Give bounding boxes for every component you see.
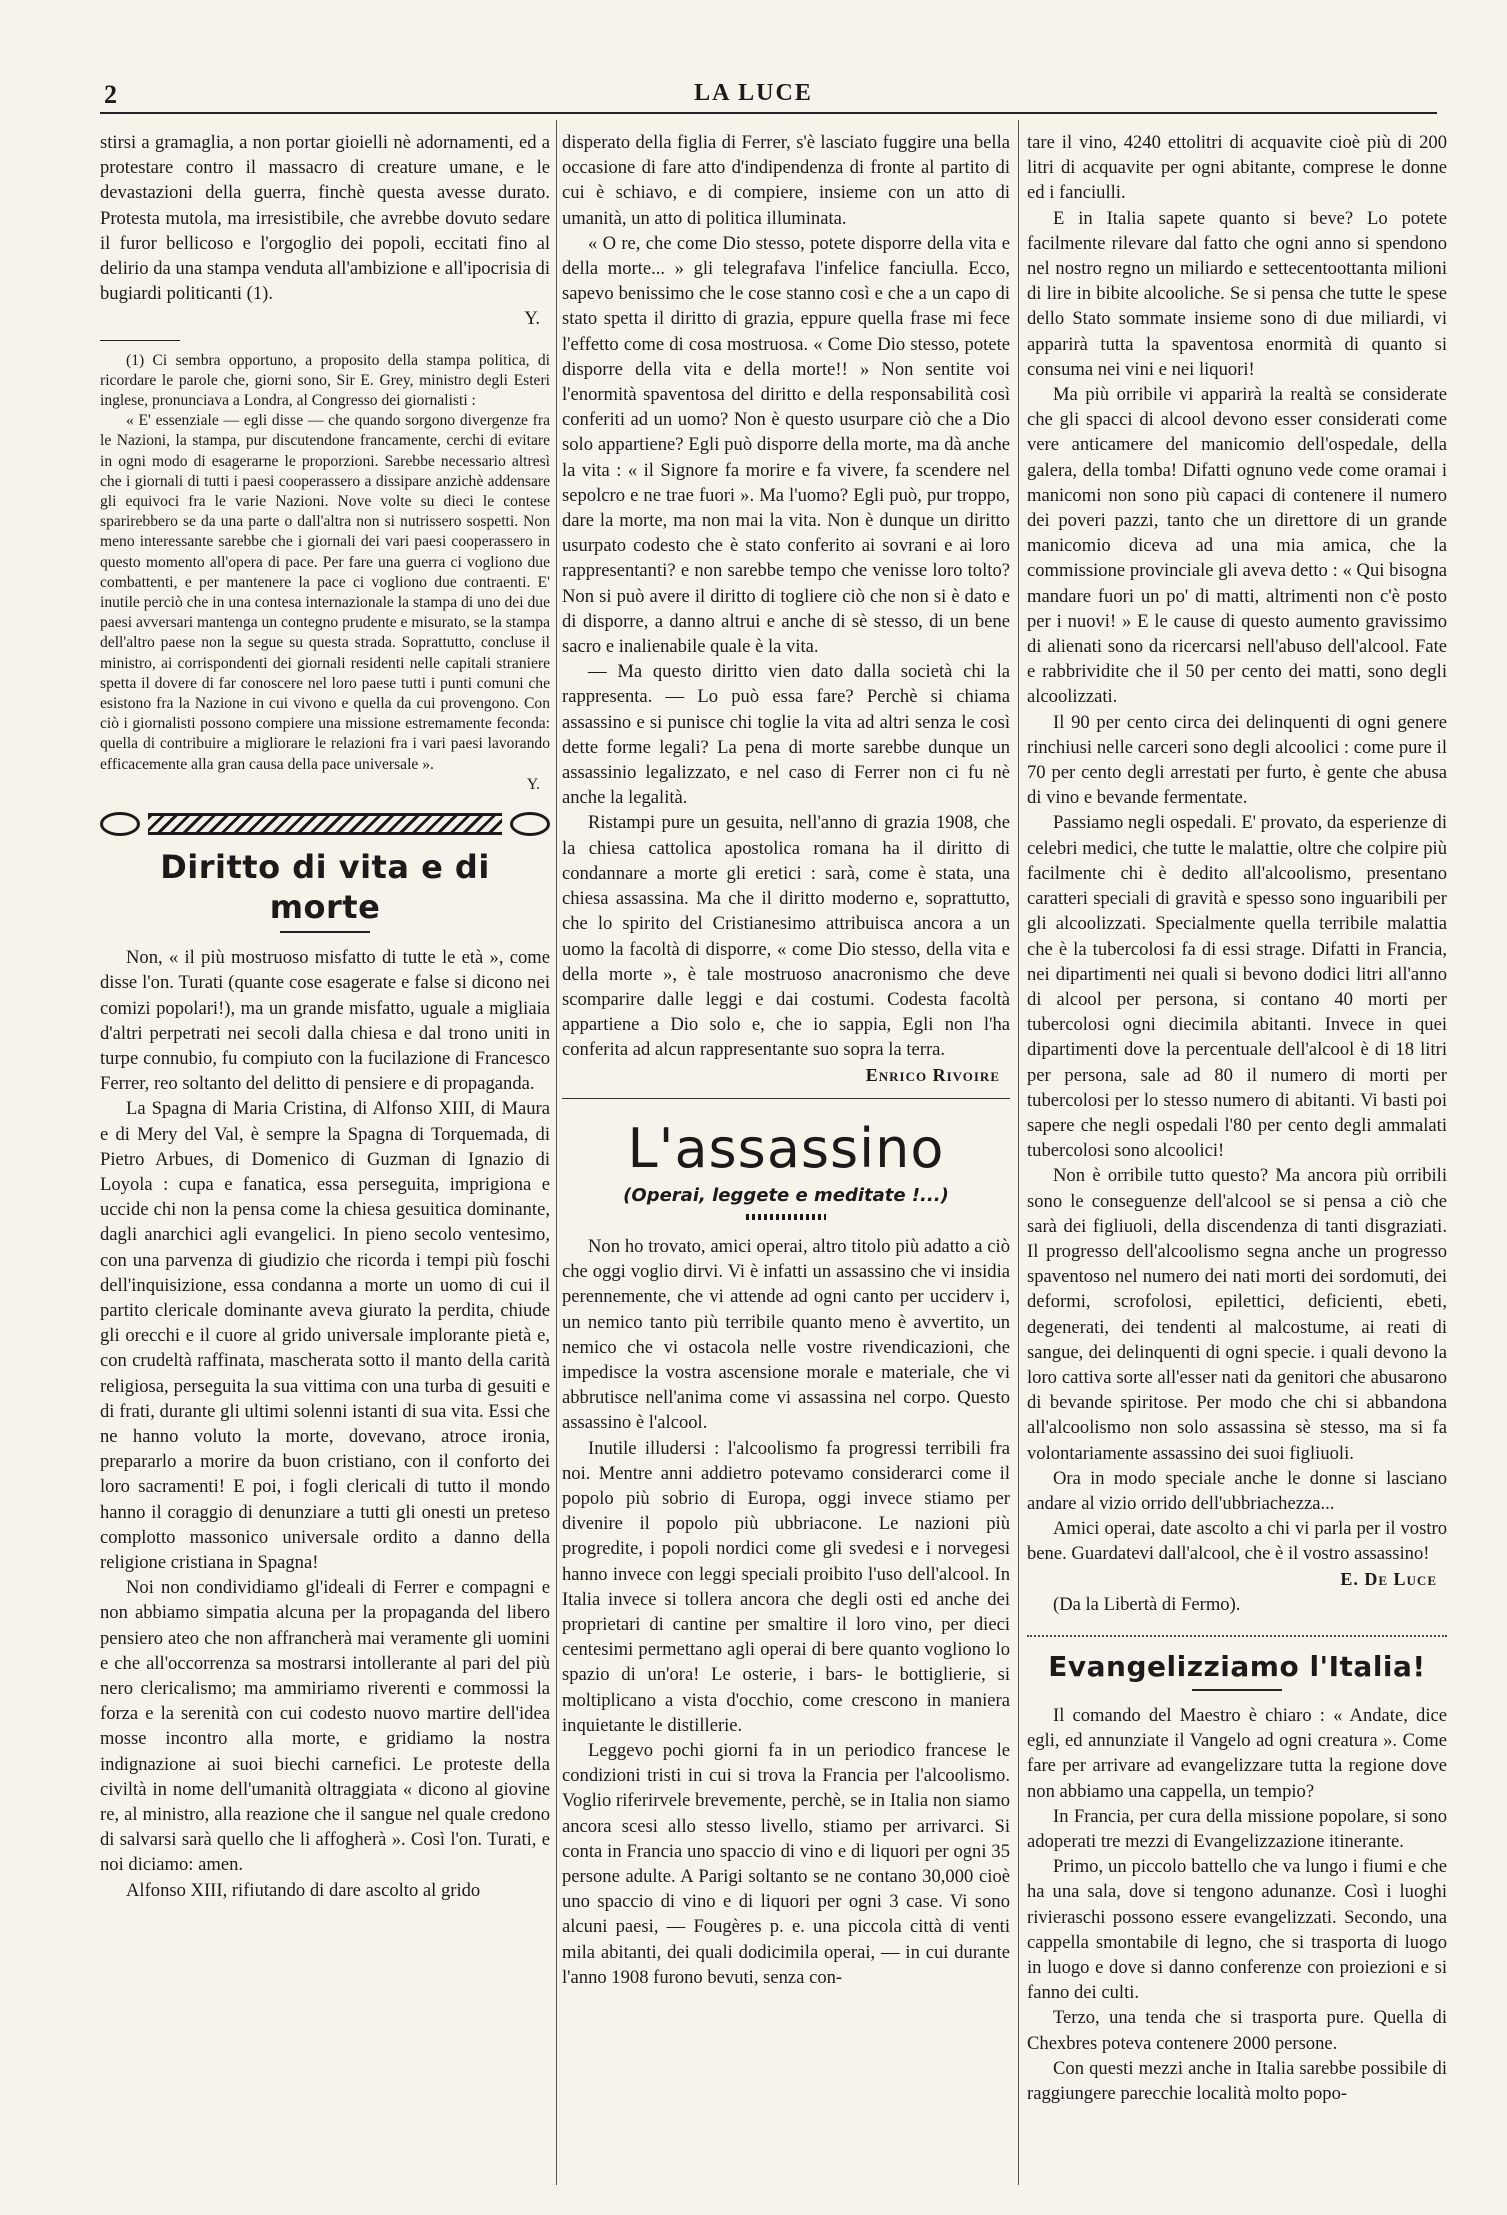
article-title: Evangelizziamo l'Italia! (1048, 1649, 1426, 1683)
article-paragraph: disperato della figlia di Ferrer, s'è lasciato fuggire una bella occasione di fare atto d'indipendenza di fronte al partito di cui è schiavo, e di compiere, insieme con un atto di umanità, un atto di politica illuminata. (562, 132, 1010, 229)
footnote (100, 351, 550, 795)
article-paragraph: Amici operai, date ascolto a chi vi parla per il vostro bene. Guardatevi dall'alcool, che è il vostro assassino! (1027, 1518, 1447, 1565)
article-paragraph: — Ma questo diritto vien dato dalla società chi la rappresenta. — Lo può essa fare? Perchè si chiama assassino e si punisce chi toglie la vita ad altri senza le così dette forme legali? La pena di morte sarebbe dunque un assassinio legalizzato, e nel caso di Ferrer non ci fu nè anche la legalità. (562, 661, 1010, 809)
footnote-rule (100, 340, 180, 341)
column-divider-2 (1018, 120, 1019, 2185)
intro-signature: Y. (524, 308, 540, 330)
article-title: L'assassino (627, 1116, 945, 1180)
scroll-ornament-icon (100, 812, 140, 836)
column-2 (562, 130, 1010, 2185)
footnote-paragraph: « E' essenziale — egli disse — che quando sorgono divergenze fra le Nazioni, la stampa, pur discutendone francamente, cerchi di evitare in ogni modo di esagerarne le proporzioni. Sarebbe necessario altresì che i giornali di tutti i paesi cooperassero a dissipare anzichè addensare gli equivoci fra le varie Nazioni. Nove volte su dieci le contese sparirebbero se da una parte o dall'altra non si nutrissero sospetti. Non meno interessante sarebbe che i giornali dei vari paesi cooperassero in questo momento all'opera di pace. Per fare una guerra ci vogliono due combattenti, e per mantenere la pace ci vogliono due contraenti. E' inutile perciò che in una contesa internazionale la stampa di uno dei due paesi avversari mantenga un contegno prudente e misurato, se la stampa dell'altro paese non la segue su questa strada. Soprattutto, concluse il ministro, ai corrispondenti dei giornali residenti nelle capitali straniere spetta il dovere di far conoscere nel loro paese tutti i punti comuni che esistono fra la Nazione in cui vivono e quella da cui provengono. Con ciò i giornalisti possono compiere una missione estremamente feconda: quella di contribuire a migliorare le relazioni fra i vari paesi lavorando efficacemente alla gran causa della pace universale ». (100, 412, 550, 773)
article-paragraph: Ora in modo speciale anche le donne si lasciano andare al vizio orrido dell'ubbriachezza... (1027, 1467, 1447, 1514)
footnote-signature: Y. (526, 775, 540, 793)
footnote-paragraph: (1) Ci sembra opportuno, a proposito della stampa politica, di ricordare le parole che, giorni sono, Sir E. Grey, ministro degli Esteri inglese, pronunciava a Londra, al Congresso dei giornalisti : (100, 351, 550, 410)
ornamental-divider (100, 811, 550, 837)
article-paragraph: Leggevo pochi giorni fa in un periodico francese le condizioni tristi in cui si trova la Francia per l'alcoolismo. Voglio riferirvele brevemente, perchè, se in Italia non siamo ancora scesi allo stesso livello, stiamo per arrivarci. Si conta in Francia uno spaccio di vino e di liquori per ogni 35 persone adulte. A Parigi soltanto se ne contano 30,000 cioè uno spaccio di vino e di liquori per ogni 3 case. Vi sono alcuni paesi, — Fougères p. e. una piccola città di venti mila abitanti, dei quali dodicimila operai, — in cui durante l'anno 1908 furono bevuti, senza con- (562, 1739, 1010, 1988)
article-separator (562, 1098, 1010, 1099)
ornament-band (148, 813, 502, 835)
decorative-squiggle (746, 1214, 826, 1220)
title-underline (1192, 1689, 1282, 1691)
article-paragraph: Il comando del Maestro è chiaro : « Andate, dice egli, ed annunziate il Vangelo ad ogni creatura ». Come fare per arrivare ad evangelizzare tutta la regione dove non abbiamo una cappella, un tempio? (1027, 1704, 1447, 1802)
page-number: 2 (104, 80, 117, 109)
article-title: Diritto di vita e di morte (160, 848, 490, 927)
article-paragraph: In Francia, per cura della missione popolare, si sono adoperati tre mezzi di Evangelizzazione itinerante. (1027, 1805, 1447, 1852)
article-signature: Enrico Rivoire (865, 1064, 1000, 1085)
article-paragraph: Inutile illudersi : l'alcoolismo fa progressi terribili fra noi. Mentre anni addietro potevamo considerarci come il popolo più sobrio di Europa, oggi invece stiamo per divenire il popolo più ubbriacone. Le nazioni più progredite, i popoli nordici come gli svedesi e i norvegesi hanno invece con leggi speciali proibito l'uso dell'alcool. In Italia invece si tollera ancora che degli osti ed anche dei proprietari di cantine per smaltire il loro vino, per dieci centesimi permettano agli operai di bere quanto vogliono lo spazio di un'ora! Le osterie, i bars- le bottiglierie, si moltiplicano a vista d'occhio, come crescono in maniera inquietante le distillerie. (562, 1437, 1010, 1736)
article-paragraph: « O re, che come Dio stesso, potete disporre della vita e della morte... » gli telegrafava l'infelice fanciulla. Ecco, sapevo benissimo che le cose stanno così e che a un capo di stato spetta il diritto di grazia, eppure quella frase mi fece l'effetto come di cosa mostruosa. « Come Dio stesso, potete disporre della vita e della morte!! » Non sentite voi l'enormità spaventosa del diritto e della responsabilità così conferiti ad un uomo? Non è questo usurpare ciò che a Dio solo appartiene? Egli può disporre della morte, ma dà anche la vita : « il Signore fa morire e fa vivere, fa scendere nel sepolcro e ne trae fuori ». Ma l'uomo? Egli può, pur troppo, dare la morte, ma non mai la vita. Non è dunque un diritto usurpato codesto che è stato conferito ai sovrani e ai loro rappresentanti? e non sarebbe tempo che venisse loro tolto? Non si può avere il diritto di togliere ciò che non si è dato e di disporre, a danno altrui e anche di sè stesso, di un bene sacro e inalienabile quale è la vita. (562, 232, 1010, 658)
article-paragraph: Con questi mezzi anche in Italia sarebbe possibile di raggiungere parecchie località molto popo- (1027, 2057, 1447, 2105)
header-rule (100, 112, 1437, 114)
masthead-title: LA LUCE (694, 80, 813, 106)
title-underline (280, 931, 370, 933)
column-3 (1027, 130, 1447, 2185)
article-paragraph: Primo, un piccolo battello che va lungo i fiumi e che ha una sala, dove si tengono adunanze. Così i luoghi rivieraschi possono essere evangelizzati. Secondo, una cappella smontabile di legno, che si trasporta di luogo in luogo e dove si danno conferenze con proiezioni e si fanno dei culti. (1027, 1856, 1447, 2004)
article-paragraph: Ristampi pure un gesuita, nell'anno di grazia 1908, che la chiesa cattolica apostolica romana ha il diritto di condannare a morte gli eretici : sarà, come è stata, una chiesa assassina. Ma che il diritto moderno e, soprattutto, che lo spirito del Cristianesimo attribuisca ancora a un uomo la facoltà di disporre, « come Dio stesso, della vita e della morte », è tale mostruoso anacronismo che deve scomparire dalle leggi e dai costumi. Codesta facoltà appartiene a Dio solo e, che io sappia, Egli non l'ha conferita ad alcun rappresentante suo sopra la terra. (562, 812, 1010, 1061)
article-paragraph: tare il vino, 4240 ettolitri di acquavite cioè più di 200 litri di acquavite per ogni abitante, comprese le donne ed i fanciulli. (1027, 132, 1447, 204)
scroll-ornament-icon (510, 812, 550, 836)
column-1 (100, 130, 550, 2185)
article-paragraph: Non ho trovato, amici operai, altro titolo più adatto a ciò che oggi voglio dirvi. Vi è infatti un assassino che vi insidia perennemente, che vi attende ad ogni canto per ucciderv i, un nemico tanto più terribile quanto meno è avvertito, un nemico che vi ostacola nelle vostre rivendicazioni, che impedisce la vostra ascensione morale e materiale, che vi abbrutisce nell'anima come vi assassina nel corpo. Questo assassino è l'alcool. (562, 1235, 1010, 1434)
article-subtitle: (Operai, leggete e meditate !...) (623, 1184, 949, 1206)
intro-paragraph: stirsi a gramaglia, a non portar gioielli nè adornamenti, ed a protestare contro il massacro di creature umane, e le devastazioni della guerra, finchè questa avesse durato. Protesta mutola, ma irresistibile, che avrebbe dovuto sedare il furor bellicoso e l'orgoglio dei popoli, eccitati fino al delirio da una stampa venduta all'ambizione e all'ipocrisia di bugiardi politicanti (1). (100, 132, 550, 305)
article-paragraph: La Spagna di Maria Cristina, di Alfonso XIII, di Maura e di Mery del Val, è sempre la Spagna di Torquemada, di Pietro Arbues, di Domenico di Guzman di Ignazio di Loyola : cupa e fanatica, essa perseguita, imprigiona e uccide chi non la pensa come la chiesa gesuitica dominante, dagli anarchici agli evangelici. In pieno secolo ventesimo, con una parvenza di giudizio che ricorda i tempi più foschi dell'inquisizione, essa condanna a morte un uomo di cui il partito clericale dominante aveva giurato la perdita, chiude gli orecchi e il cuore al grido universale implorante pietà e, con crudeltà raffinata, mascherata sotto il manto della carità religiosa, perseguita la sua vittima con una turba di gesuiti e di frati, durante gli ultimi solenni istanti di sua vita. Essi che ne hanno voluto la morte, dovevano, atroce ironia, prepararlo a morire da buon cristiano, con il conforto dei loro sacramenti! E poi, i fogli clericali di tutto il mondo hanno il coraggio di denunziare a tutti gli onesti un preteso complotto massonico universale ordito a danno della religione cristiana in Spagna! (100, 1098, 550, 1573)
article-paragraph: E in Italia sapete quanto si beve? Lo potete facilmente rilevare dal fatto che ogni anno si spendono nel nostro regno un miliardo e settecentoottanta milioni di lire in bibite alcooliche. Se si pensa che tutte le spese dello Stato sommate insieme sono di due miliardi, vi apparirà tutta la spaventosa enormità di quanto si consuma nei vini e nei liquori! (1027, 207, 1447, 380)
article-paragraph: Terzo, una tenda che si trasporta pure. Quella di Chexbres poteva contenere 2000 persone. (1027, 2007, 1447, 2054)
article-paragraph: Non, « il più mostruoso misfatto di tutte le età », come disse l'on. Turati (quante cose esagerate e false si dicono nei comizi popolari!), ma un grande misfatto, uguale a migliaia d'altri perpetrati nei secoli dalla chiesa e dal trono uniti in turpe connubio, fu compiuto con la fucilazione di Francesco Ferrer, reo soltanto del delitto di pensiere e di propaganda. (100, 947, 550, 1095)
article-paragraph: Passiamo negli ospedali. E' provato, da esperienze di celebri medici, che tutte le malattie, oltre che colpire più facilmente chi è dedito all'alcoolismo, presentano caratteri speciali di gravità e spesso sono inguaribili per gli alcoolizzati. Specialmente quella terribile malattia che è la tubercolosi fa di essi strage. Difatti in Francia, nei dipartimenti nei quali si bevono dodici litri all'anno di alcool per persona, si contano 40 morti per tubercolosi ogni diecimila abitanti. Invece in quei dipartimenti dove la percentuale dell'alcool è di 18 litri per persona, sale ad 80 il numero di morti per tubercolosi per lo stesso numero di abitanti. Vi basti poi sapere che negli ospedali l'80 per cento degli ammalati tubercolosi sono alcoolici! (1027, 812, 1447, 1162)
article-paragraph: Ma più orribile vi apparirà la realtà se considerate che gli spacci di alcool devono esser considerati come vere anticamere del manicomio dell'ospedale, della galera, della tomba! Difatti ognuno vede come oramai i manicomi non sono più capaci di contenere il numero dei poveri pazzi, tanto che un direttore di un grande manicomio diceva ad una mia amica, che la commissione provinciale gli aveva detto : « Qui bisogna mandare fuori un po' di matti, altrimenti non c'è posto per i nuovi! » E le cause di questo aumento gravissimo di alienati sono da ricercarsi nell'abuso dell'alcool. Fate e rabbrividite che il 50 per cento dei matti, sono degli alcoolizzati. (1027, 384, 1447, 708)
article-paragraph: Alfonso XIII, rifiutando di dare ascolto al grido (126, 1879, 481, 1901)
article-source: (Da la Libertà di Fermo). (1053, 1593, 1241, 1615)
article-paragraph: Noi non condividiamo gl'ideali di Ferrer e compagni e non abbiamo simpatia alcuna per la propaganda del libero pensiero ateo che non affrancherà mai veramente gli uomini e che all'occorrenza sa mostrarsi intollerante al pari del più nero clericalismo; ma ammiriamo riverenti e commossi la forza e la serenità con cui codesto nuovo martire dell'idea mosse incontro alla morte, e gridiamo la nostra indignazione ai suoi biechi carnefici. Le proteste della civiltà in nome dell'umanità oltraggiata « dicono al giovine re, al ministro, alla reazione che il sangue nel quale credono di salvarsi sarà quello che li affogherà ». Così l'on. Turati, e noi diciamo: amen. (100, 1577, 550, 1876)
article-paragraph: Non è orribile tutto questo? Ma ancora più orribili sono le conseguenze dell'alcool se si pensa a ciò che sarà dei figliuoli, della discendenza di tanti disgraziati. Il progresso dell'alcoolismo segna anche un progresso spaventoso nel numero dei nati morti dei sordomuti, dei deformi, scrofolosi, epilettici, deficienti, ebeti, degenerati, dei tendenti al malcostume, ai reati di sangue, dei delinquenti di ogni specie. i quali devono la loro cattiva sorte all'esser nati da genitori che abusarono di bevande spiritose. Per modo che chi si abbandona all'alcoolismo non solo assassina sè stesso, ma si fa volontariamente assassino dei suoi figliuoli. (1027, 1165, 1447, 1464)
article-paragraph: Il 90 per cento circa dei delinquenti di ogni genere rinchiusi nelle carceri sono degli alcoolici : come pure il 70 per cento degli arrestati per furto, è gente che abusa di vino e bevande fermentate. (1027, 711, 1447, 809)
article-signature: E. De Luce (1340, 1568, 1437, 1589)
page-header (0, 70, 1507, 110)
column-divider-1 (556, 120, 557, 2185)
dotted-separator (1027, 1635, 1447, 1637)
